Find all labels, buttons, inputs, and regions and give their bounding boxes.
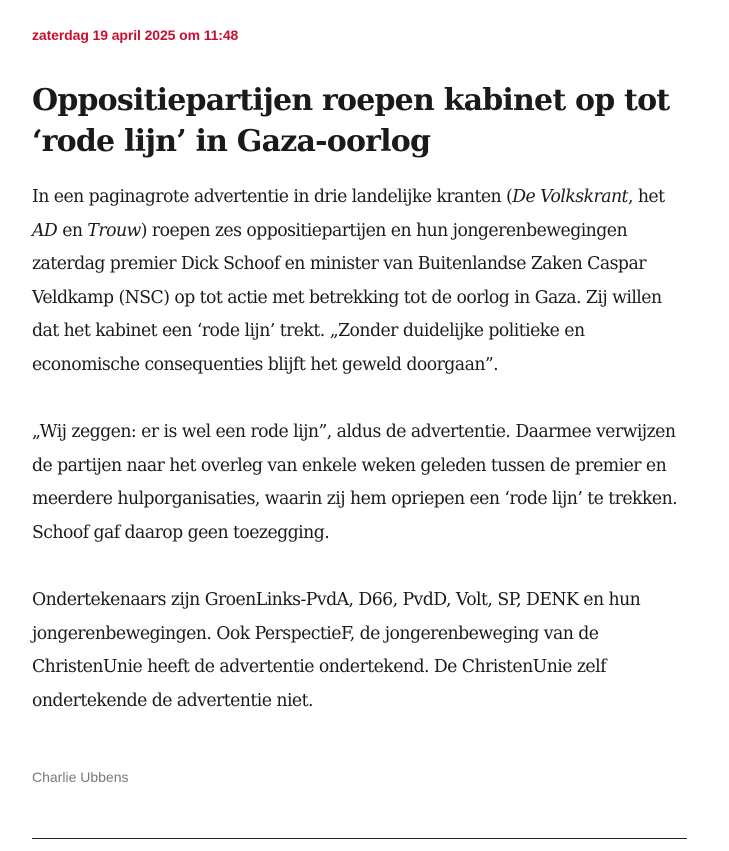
paragraph-1-run-1: In een paginagrote advertentie in drie landelijke kranten ( (32, 187, 513, 207)
paragraph-1-run-7: ) roepen zes oppositiepartijen en hun jongerenbewegingen zaterdag premier Dick Schoof en minister van Buitenlandse Zaken Caspar Veldkamp (NSC) op tot actie met betrekking tot de oorlog in Gaza. Zij willen dat het kabinet een ‘rode lijn’ trekt. „Zonder duidelijke politieke en economische consequenties blijft het geweld doorgaan”. (32, 220, 662, 375)
body-paragraph-2 (32, 416, 692, 550)
paragraph-1-run-3: , het (627, 187, 665, 207)
body-paragraph-3 (32, 584, 692, 718)
paragraph-1-run-5: en (57, 220, 88, 241)
paragraph-3-run-1: Ondertekenaars zijn GroenLinks-PvdA, D66, PvdD, Volt, SP, DENK en hun jongerenbewegingen. Ook PerspectieF, de jongerenbeweging van de ChristenUnie heeft de advertentie ondertekend. De ChristenUnie zelf ondertekende de advertentie niet. (32, 590, 641, 711)
body-paragraph-1 (32, 181, 692, 383)
paragraph-2-run-1: „Wij zeggen: er is wel een rode lijn”, aldus de advertentie. Daarmee verwijzen de partijen naar het overleg van enkele weken geleden tussen de premier en meerdere hulporganisaties, waarin zij hem opriepen een ‘rode lijn’ te trekken. Schoof gaf daarop geen toezegging. (32, 422, 678, 543)
publish-timestamp: zaterdag 19 april 2025 om 11:48 (32, 27, 239, 43)
paragraph-1-run-4: AD (32, 220, 58, 241)
author-byline: Charlie Ubbens (32, 769, 129, 785)
paragraph-1-run-6: Trouw (87, 220, 141, 241)
bottom-divider (32, 838, 687, 839)
article-body (32, 181, 692, 752)
article-headline: Oppositiepartijen roepen kabinet op tot ‘rode lijn’ in Gaza-oorlog (32, 83, 670, 159)
paragraph-1-run-2: De Volkskrant (512, 187, 628, 207)
